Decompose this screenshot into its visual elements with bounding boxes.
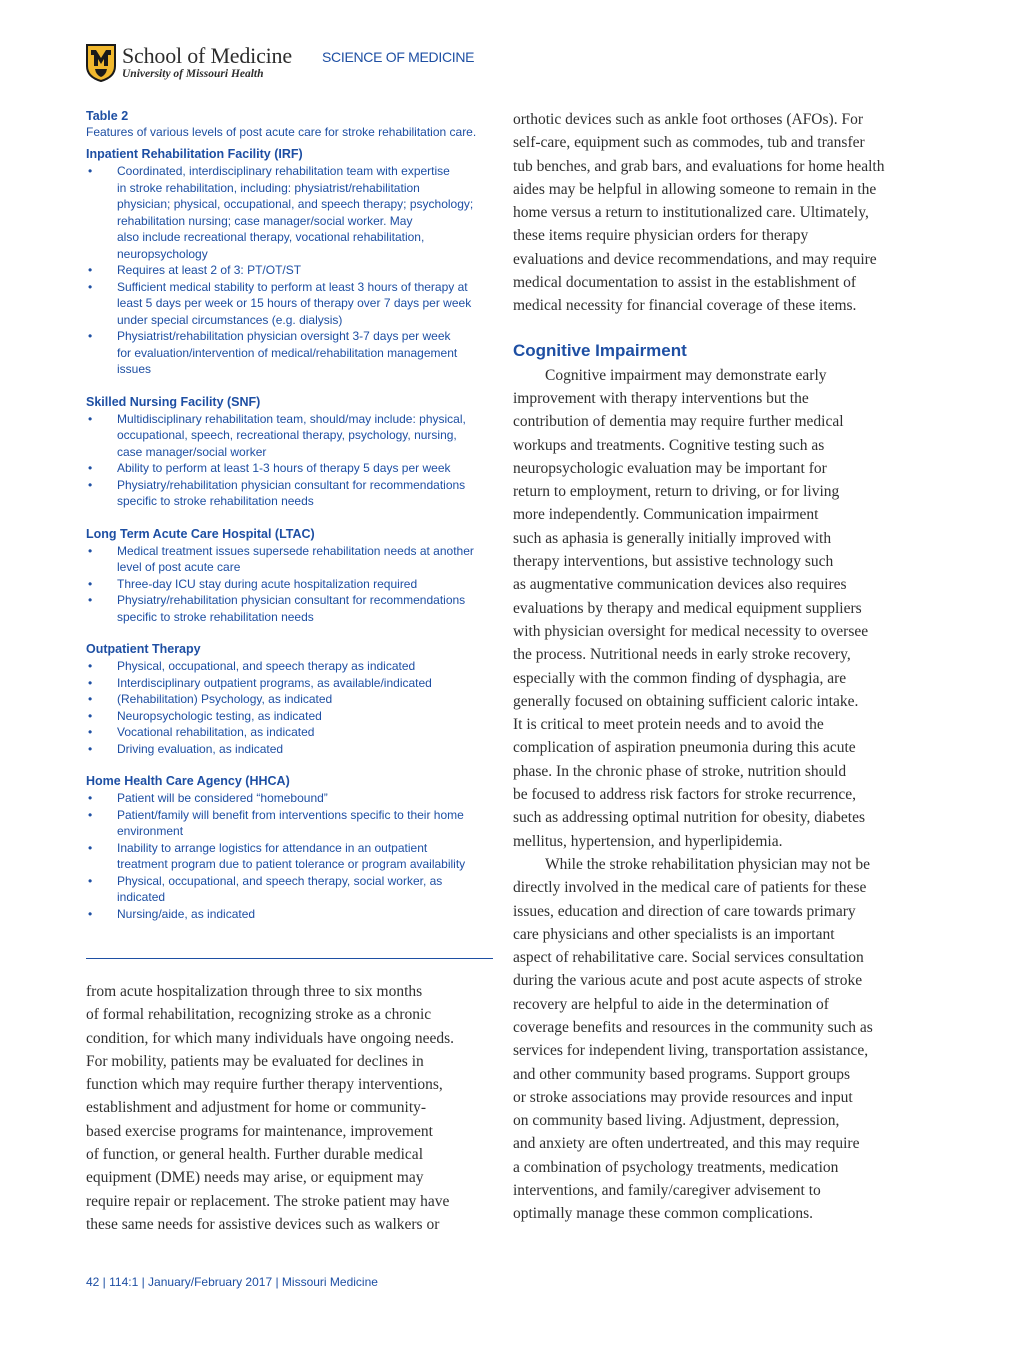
table-bullet-item: [86, 262, 496, 279]
table-bullet-item: [86, 658, 496, 675]
text-line: equipment (DME) needs may arise, or equipment may: [86, 1169, 424, 1187]
table-bullet-item: [86, 807, 496, 840]
bullet-text-line: for evaluation/intervention of medical/rehabilitation management: [117, 345, 458, 360]
school-wordmark: [122, 45, 292, 81]
table-section-title: Skilled Nursing Facility (SNF): [86, 394, 261, 409]
school-name: School of Medicine: [122, 43, 292, 68]
bullet-text-line: indicated: [117, 890, 166, 904]
text-line: workups and treatments. Cognitive testing such as: [513, 436, 825, 454]
bullet-text-line: occupational, speech, recreational therapy, psychology, nursing,: [117, 428, 457, 442]
text-line: medical necessity for financial coverage of these items.: [513, 297, 857, 315]
university-logo-icon: [86, 44, 116, 82]
text-line: require repair or replacement. The stroke patient may have: [86, 1192, 450, 1210]
text-line: function which may require further therapy interventions,: [86, 1076, 443, 1094]
bullet-text-line: • Inability to arrange logistics for attendance in an outpatient: [117, 840, 428, 855]
bullet-text-line: • Physical, occupational, and speech therapy as indicated: [117, 659, 416, 673]
text-line: more independently. Communication impairment: [513, 506, 819, 524]
table-section-title: Long Term Acute Care Hospital (LTAC): [86, 526, 315, 541]
table-bullet-item: [86, 790, 496, 807]
table-bullet-item: [86, 477, 496, 510]
text-line: establishment and adjustment for home or community-: [86, 1099, 427, 1117]
table-2: [86, 108, 496, 938]
table-divider: [86, 958, 493, 959]
table-bullet-list: [86, 790, 496, 922]
school-subtitle: University of Missouri Health: [122, 68, 264, 80]
bullet-text-line: • Neuropsychologic testing, as indicated: [117, 708, 322, 723]
text-line: It is critical to meet protein needs and to avoid the: [513, 716, 824, 734]
table-bullet-item: [86, 543, 496, 576]
text-line: phase. In the chronic phase of stroke, nutrition should: [513, 762, 847, 780]
bullet-text-line: specific to stroke rehabilitation needs: [117, 609, 314, 624]
text-line: and other community based programs. Support groups: [513, 1065, 851, 1083]
text-line: services for independent living, transportation assistance,: [513, 1042, 869, 1060]
text-line: during the various acute and post acute aspects of stroke: [513, 972, 863, 990]
text-line: orthotic devices such as ankle foot orthoses (AFOs). For: [513, 111, 863, 128]
bullet-text-line: • Patient/family will benefit from interventions specific to their home: [117, 807, 464, 822]
bullet-text-line: • (Rehabilitation) Psychology, as indicated: [117, 692, 333, 706]
bullet-text-line: • Coordinated, interdisciplinary rehabilitation team with expertise: [117, 164, 450, 178]
paragraph-devices: [513, 108, 923, 318]
table-bullet-item: [86, 592, 496, 625]
table-bullet-item: [86, 328, 496, 378]
bullet-text-line: • Patient will be considered “homebound”: [117, 791, 328, 805]
table-bullet-item: [86, 906, 496, 923]
text-line: of function, or general health. Further durable medical: [86, 1146, 423, 1164]
bullet-text-line: under special circumstances (e.g. dialysis): [117, 312, 343, 327]
table-bullet-item: [86, 873, 496, 906]
text-line: such as addressing optimal nutrition for obesity, diabetes: [513, 809, 865, 827]
text-line: Cognitive impairment may demonstrate early: [545, 366, 827, 384]
bullet-text-line: • Sufficient medical stability to perform at least 3 hours of therapy at: [117, 279, 468, 294]
bullet-text-line: in stroke rehabilitation, including: physiatrist/rehabilitation: [117, 180, 420, 195]
text-line: optimally manage these common complications.: [513, 1205, 814, 1223]
text-line: condition, for which many individuals have ongoing needs.: [86, 1029, 455, 1047]
text-line: interventions, and family/caregiver advisement to: [513, 1182, 821, 1200]
bullet-text-line: • Vocational rehabilitation, as indicated: [117, 725, 315, 739]
table-bullet-list: [86, 411, 496, 510]
bullet-text-line: • Requires at least 2 of 3: PT/OT/ST: [117, 263, 302, 277]
text-line: generally focused on obtaining sufficient caloric intake.: [513, 692, 859, 710]
bullet-text-line: specific to stroke rehabilitation needs: [117, 494, 314, 508]
table-section-title: Outpatient Therapy: [86, 642, 201, 656]
page-header: [86, 42, 292, 84]
text-line: a combination of psychology treatments, medication: [513, 1158, 839, 1176]
text-line: self-care, equipment such as commodes, tub and transfer: [513, 134, 865, 152]
text-line: mellitus, hypertension, and hyperlipidemia.: [513, 832, 783, 850]
text-line: such as aphasia is generally initially improved with: [513, 529, 832, 547]
table-caption: Features of various levels of post acute care for stroke rehabilitation care.: [86, 125, 477, 139]
table-bullet-item: [86, 576, 496, 593]
left-column-text: [86, 980, 496, 1236]
bullet-text-line: case manager/social worker: [117, 444, 267, 459]
text-line: evaluations and device recommendations, and may require: [513, 250, 877, 268]
table-bullet-item: [86, 460, 496, 477]
bullet-text-line: • Ability to perform at least 1-3 hours of therapy 5 days per week: [117, 461, 451, 475]
bullet-text-line: • Three-day ICU stay during acute hospitalization required: [117, 576, 418, 591]
bullet-text-line: physician; physical, occupational, and speech therapy; psychology;: [117, 197, 474, 211]
text-line: home versus a return to institutionalized care. Ultimately,: [513, 204, 869, 222]
bullet-text-line: rehabilitation nursing; case manager/social worker. May: [117, 213, 413, 228]
bullet-text-line: • Nursing/aide, as indicated: [117, 906, 256, 921]
bullet-text-line: environment: [117, 824, 184, 838]
text-line: directly involved in the medical care of patients for these: [513, 879, 867, 897]
text-line: and anxiety are often undertreated, and this may require: [513, 1135, 860, 1153]
text-line: tub benches, and grab bars, and evaluations for home health: [513, 157, 885, 175]
text-line: these items require physician orders for therapy: [513, 227, 809, 245]
section-label: SCIENCE OF MEDICINE: [322, 49, 475, 65]
text-line: improvement with therapy interventions but the: [513, 389, 809, 407]
table-bullet-item: [86, 163, 496, 262]
bullet-text-line: • Multidisciplinary rehabilitation team, should/may include: physical,: [117, 411, 466, 426]
table-bullet-item: [86, 840, 496, 873]
text-line: be focused to address risk factors for stroke recurrence,: [513, 786, 857, 804]
bullet-text-line: also include recreational therapy, vocational rehabilitation,: [117, 230, 425, 244]
section-heading-cognitive-impairment: Cognitive Impairment: [513, 340, 687, 360]
text-line: issues, education and direction of care towards primary: [513, 902, 856, 920]
table-bullet-item: [86, 724, 496, 741]
bullet-text-line: • Physiatry/rehabilitation physician consultant for recommendations: [117, 477, 466, 492]
text-line: While the stroke rehabilitation physician may not be: [545, 855, 870, 873]
table-bullet-list: [86, 163, 496, 378]
table-bullet-list: [86, 543, 496, 626]
text-line: on community based living. Adjustment, depression,: [513, 1112, 840, 1130]
text-line: coverage benefits and resources in the community such as: [513, 1018, 873, 1036]
table-bullet-item: [86, 708, 496, 725]
text-line: aides may be helpful in allowing someone to remain in the: [513, 180, 877, 198]
right-column: [513, 108, 923, 1226]
table-bullet-item: [86, 741, 496, 758]
table-section: [86, 773, 496, 922]
table-label: Table 2: [86, 109, 129, 123]
bullet-text-line: issues: [117, 362, 152, 376]
table-bullet-item: [86, 279, 496, 329]
bullet-text-line: neuropsychology: [117, 246, 208, 261]
bullet-text-line: • Interdisciplinary outpatient programs, as available/indicated: [117, 675, 432, 690]
text-line: evaluations by therapy and medical equipment suppliers: [513, 599, 862, 617]
table-bullet-item: [86, 411, 496, 461]
bullet-text-line: level of post acute care: [117, 560, 241, 574]
bullet-text-line: • Physical, occupational, and speech therapy, social worker, as: [117, 873, 443, 888]
bullet-text-line: least 5 days per week or 15 hours of therapy over 7 days per week: [117, 296, 472, 310]
text-line: aspect of rehabilitative care. Social services consultation: [513, 949, 864, 967]
table-section: [86, 146, 496, 378]
table-section-title: Inpatient Rehabilitation Facility (IRF): [86, 147, 303, 161]
text-line: For mobility, patients may be evaluated for declines in: [86, 1052, 424, 1070]
text-line: return to employment, return to driving, or for living: [513, 483, 840, 501]
bullet-text-line: • Physiatrist/rehabilitation physician oversight 3-7 days per week: [117, 329, 451, 343]
text-line: or stroke associations may provide resources and input: [513, 1088, 853, 1106]
bullet-text-line: treatment program due to patient tolerance or program availability: [117, 857, 466, 871]
page-footer: 42 | 114:1 | January/February 2017 | Missouri Medicine: [86, 1275, 378, 1289]
table-section: [86, 526, 496, 626]
bullet-text-line: • Medical treatment issues supersede rehabilitation needs at another: [117, 543, 474, 558]
text-line: the process. Nutritional needs in early stroke recovery,: [513, 646, 851, 664]
paragraph-social-services: [513, 853, 923, 1226]
text-line: especially with the common finding of dysphagia, are: [513, 669, 847, 687]
text-line: these same needs for assistive devices such as walkers or: [86, 1215, 440, 1233]
text-line: recovery are helpful to aide in the determination of: [513, 995, 829, 1013]
bullet-text-line: • Driving evaluation, as indicated: [117, 741, 284, 756]
text-line: of formal rehabilitation, recognizing stroke as a chronic: [86, 1006, 432, 1024]
text-line: neuropsychologic evaluation may be important for: [513, 459, 827, 477]
text-line: complication of aspiration pneumonia during this acute: [513, 739, 856, 757]
table-section-title: Home Health Care Agency (HHCA): [86, 774, 290, 788]
bullet-text-line: • Physiatry/rehabilitation physician consultant for recommendations: [117, 593, 466, 607]
table-bullet-list: [86, 658, 496, 757]
text-line: contribution of dementia may require further medical: [513, 413, 844, 431]
table-sections: [86, 146, 496, 922]
table-bullet-item: [86, 675, 496, 692]
text-line: care physicians and other specialists is an important: [513, 925, 835, 943]
text-line: from acute hospitalization through three to six months: [86, 983, 423, 1000]
table-section: [86, 641, 496, 757]
table-section: [86, 394, 496, 510]
paragraph-cognitive: [513, 364, 923, 853]
table-bullet-item: [86, 691, 496, 708]
text-line: as augmentative communication devices also requires: [513, 576, 847, 594]
text-line: therapy interventions, but assistive technology such: [513, 553, 834, 571]
text-line: based exercise programs for maintenance, improvement: [86, 1122, 433, 1140]
text-line: with physician oversight for medical necessity to oversee: [513, 622, 869, 640]
text-line: medical documentation to assist in the establishment of: [513, 274, 857, 292]
